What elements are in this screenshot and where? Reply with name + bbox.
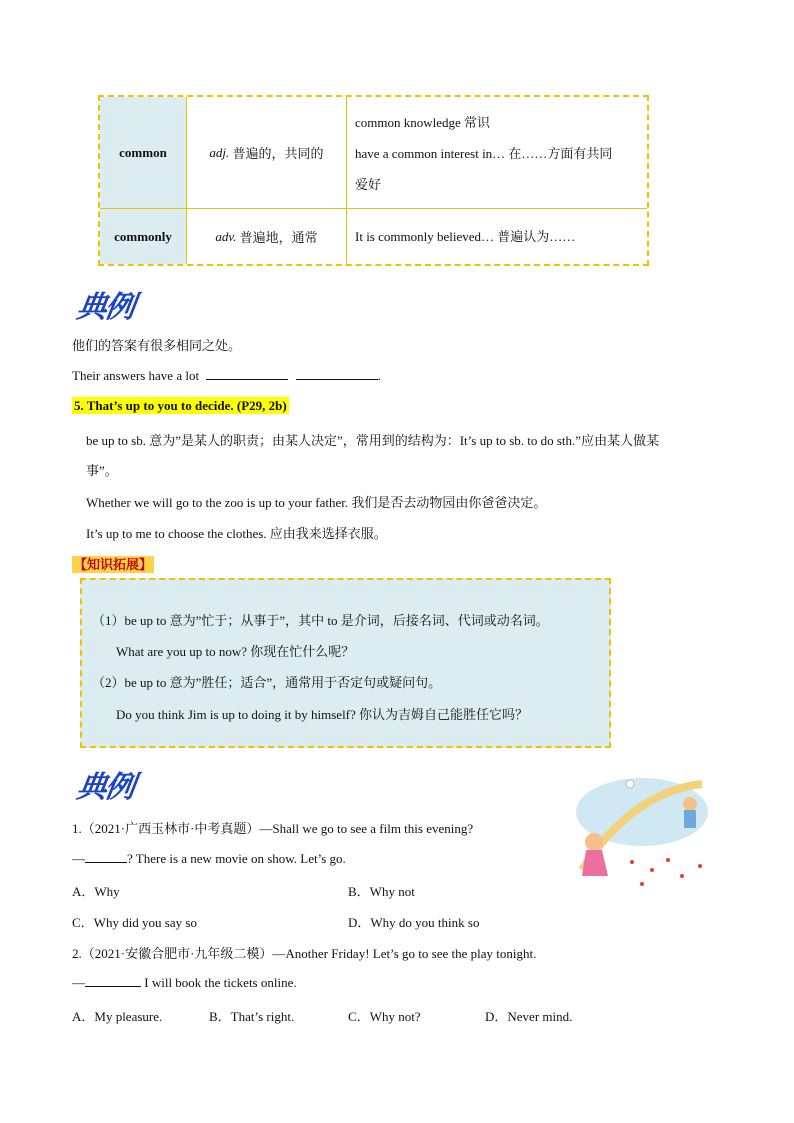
answer-blank[interactable] [296, 367, 378, 380]
vocab-pos: adj. [209, 144, 230, 160]
option-a[interactable]: A．My pleasure. [72, 1009, 163, 1024]
answer-blank[interactable] [85, 974, 141, 987]
answer-blank[interactable] [85, 850, 127, 863]
example-english [72, 367, 381, 384]
vocab-example: common knowledge 常识 [355, 115, 491, 130]
extension-example: What are you up to now? 你现在忙什么呢？ [116, 644, 355, 659]
option-c[interactable]: C．Why not? [348, 1009, 421, 1024]
extension-box [80, 578, 611, 748]
question-reply [72, 974, 297, 991]
question-reply-prefix: — [72, 975, 85, 990]
vocab-meaning: 普遍的，共同的 [232, 146, 324, 161]
vocab-examples-cell [347, 209, 647, 264]
vocab-word-cell [100, 209, 187, 264]
vocab-meaning: 普遍地，通常 [239, 230, 318, 245]
option-b[interactable]: B．Why not [348, 884, 415, 899]
option-c[interactable]: C．Why did you say so [72, 915, 197, 930]
option-b[interactable]: B．That’s right. [209, 1009, 295, 1024]
extension-line: （1）be up to 意为”忙于；从事于”，其中 to 是介词，后接名词、代词或动名词。 [92, 613, 549, 628]
example-english-prefix: Their answers have a lot [72, 368, 200, 383]
vocab-pos-cell [187, 97, 347, 209]
question-reply [72, 850, 346, 867]
vocab-example: have a common interest in… 在……方面有共同 [355, 146, 613, 161]
vocab-word: common [119, 144, 167, 160]
question-stem: 2.（2021·安徽合肥市·九年级二模）—Another Friday! Let’s go to see the play tonight. [72, 946, 537, 961]
extension-tag-text: 【知识拓展】 [74, 557, 153, 572]
option-a[interactable]: A．Why [72, 884, 120, 899]
vocab-table [98, 95, 649, 266]
vocab-pos-cell [187, 209, 347, 264]
extension-line: （2）be up to 意为”胜任；适合”，通常用于否定句或疑问句。 [92, 675, 442, 690]
option-d[interactable]: D．Why do you think so [348, 915, 480, 930]
example-chinese: 他们的答案有很多相同之处。 [72, 338, 242, 353]
extension-tag [72, 554, 154, 573]
point-text: be up to sb. 意为”是某人的职责；由某人决定”，常用到的结构为：It’s up to sb. to do sth.”应由某人做某 [86, 433, 660, 448]
vocab-word: commonly [114, 228, 172, 244]
point-heading [72, 398, 289, 414]
cartoon-illustration [572, 772, 714, 896]
point-example: It’s up to me to choose the clothes. 应由我来选择衣服。 [86, 526, 387, 541]
example-english-suffix: . [377, 368, 381, 383]
example-badge: 典例 [74, 290, 136, 325]
question-reply-suffix: I will book the tickets online. [141, 975, 297, 990]
vocab-examples-cell [347, 97, 647, 209]
point-heading-text: 5. That’s up to you to decide. (P29, 2b) [74, 398, 287, 413]
vocab-pos: adv. [215, 228, 237, 244]
question-stem: 1.（2021·广西玉林市·中考真题）—Shall we go to see a film this evening? [72, 821, 474, 836]
point-example: Whether we will go to the zoo is up to your father. 我们是否去动物园由你爸爸决定。 [86, 495, 547, 510]
option-d[interactable]: D．Never mind. [485, 1009, 573, 1024]
question-reply-prefix: — [72, 851, 85, 866]
vocab-word-cell [100, 97, 187, 209]
example-badge: 典例 [74, 770, 136, 805]
question-reply-suffix: ? There is a new movie on show. Let’s go. [127, 851, 346, 866]
extension-example: Do you think Jim is up to doing it by himself? 你认为吉姆自己能胜任它吗？ [116, 707, 529, 722]
vocab-example: 爱好 [355, 177, 382, 192]
answer-blank[interactable] [206, 367, 288, 380]
vocab-example: It is commonly believed… 普遍认为…… [355, 229, 576, 244]
point-text: 事”。 [86, 463, 118, 478]
